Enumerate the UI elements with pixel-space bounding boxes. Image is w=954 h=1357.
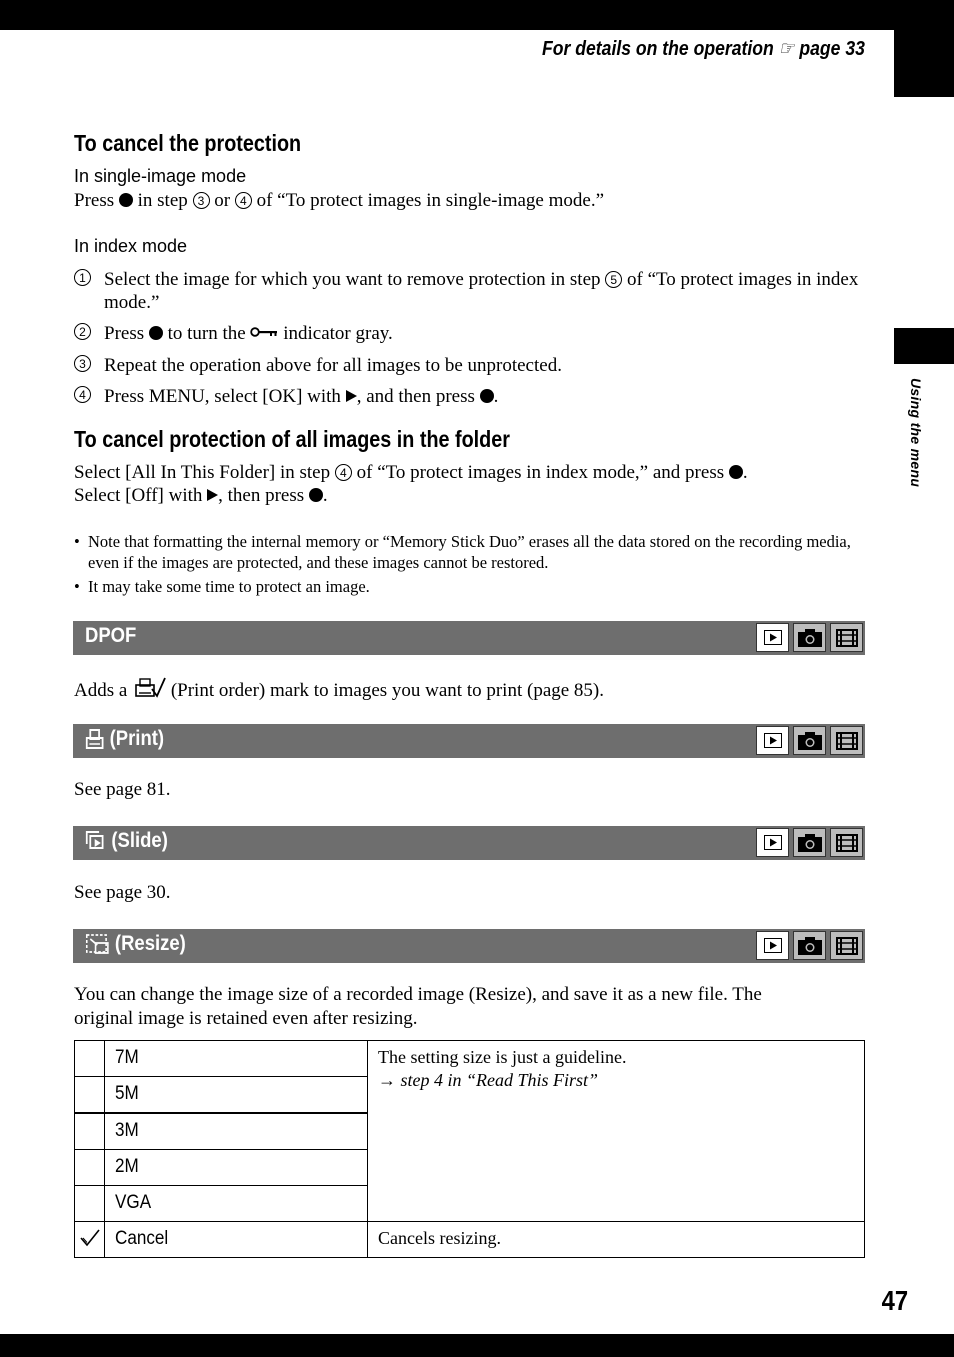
step-1: 1 Select the image for which you want to remove protection in step 5 of “To protect images in index mode.” <box>74 268 864 314</box>
corner-tab <box>894 30 954 97</box>
mode-icons <box>756 828 863 857</box>
slide-description: See page 30. <box>74 882 171 903</box>
step-number-icon: 4 <box>74 386 91 403</box>
section-tab-marker <box>894 328 954 364</box>
section-bar-print <box>73 724 865 758</box>
option-label: VGA <box>105 1186 368 1222</box>
section-bar-resize <box>73 929 865 963</box>
page-number: 47 <box>881 1285 908 1316</box>
option-description: The setting size is just a guideline. → step 4 in “Read This First” <box>368 1041 865 1222</box>
page-reference-icon: ☞ <box>778 38 795 60</box>
movie-mode-icon <box>830 828 863 857</box>
header-ref-page: page 33 <box>799 38 865 60</box>
resize-description-line-1: You can change the image size of a recorded image (Resize), and save it as a new file. The <box>74 984 762 1005</box>
default-checkmark-icon <box>79 1227 101 1247</box>
section-title: DPOF <box>85 624 137 647</box>
print-icon <box>85 728 104 750</box>
section-bar-slide <box>73 826 865 860</box>
mode-icons <box>756 931 863 960</box>
movie-mode-icon <box>830 726 863 755</box>
mode-icons <box>756 623 863 652</box>
bottom-black-bar <box>0 1334 954 1357</box>
step-3: 3 Repeat the operation above for all images to be unprotected. <box>74 354 864 377</box>
playback-mode-icon <box>756 726 789 755</box>
dpof-description: Adds a (Print order) mark to images you want to print (page 85). <box>74 676 604 702</box>
slide-show-icon <box>85 830 106 852</box>
arrow-right-icon: → <box>378 1070 396 1090</box>
top-black-bar <box>0 0 954 30</box>
center-button-icon <box>309 488 323 502</box>
camera-mode-icon <box>793 726 826 755</box>
side-tab-label: Using the menu <box>908 378 924 488</box>
right-arrow-icon <box>346 390 357 402</box>
playback-mode-icon <box>756 828 789 857</box>
step-number-icon: 5 <box>605 271 622 288</box>
center-button-icon <box>480 389 494 403</box>
protect-key-icon <box>250 327 278 337</box>
cancel-all-line-1: Select [All In This Folder] in step 4 of “To protect images in index mode,” and press . <box>74 462 748 483</box>
right-arrow-icon <box>207 489 218 501</box>
center-button-icon <box>119 193 133 207</box>
option-label: Cancel <box>105 1222 368 1258</box>
print-order-icon <box>132 676 166 700</box>
playback-mode-icon <box>756 623 789 652</box>
movie-mode-icon <box>830 623 863 652</box>
resize-options-table <box>74 1040 865 1258</box>
center-button-icon <box>729 465 743 479</box>
single-mode-text: Press in step 3 or 4 of “To protect images in single-image mode.” <box>74 190 605 211</box>
header-page-reference <box>542 36 865 61</box>
step-number-icon: 3 <box>193 192 210 209</box>
print-description: See page 81. <box>74 779 171 800</box>
single-mode-heading: In single-image mode <box>74 166 247 186</box>
section-title: (Slide) <box>111 829 168 852</box>
step-number-icon: 1 <box>74 269 91 286</box>
resize-icon <box>85 933 110 955</box>
table-row <box>75 1222 865 1258</box>
section-bar-dpof <box>73 621 865 655</box>
table-row <box>75 1041 865 1077</box>
option-label: 2M <box>105 1150 368 1186</box>
section-title: (Print) <box>109 727 165 750</box>
cancel-all-heading: To cancel protection of all images in the folder <box>74 426 510 452</box>
step-number-icon: 4 <box>235 192 252 209</box>
cancel-all-line-2: Select [Off] with , then press . <box>74 485 328 506</box>
option-label: 5M <box>105 1077 368 1114</box>
header-ref-text: For details on the operation <box>542 38 774 60</box>
movie-mode-icon <box>830 931 863 960</box>
note-item: • It may take some time to protect an image. <box>74 577 370 596</box>
option-label: 7M <box>105 1041 368 1077</box>
section-title: (Resize) <box>114 932 186 955</box>
camera-mode-icon <box>793 623 826 652</box>
camera-mode-icon <box>793 931 826 960</box>
index-mode-heading: In index mode <box>74 236 188 256</box>
bullet-icon: • <box>74 577 80 596</box>
step-4: 4 Press MENU, select [OK] with , and then press . <box>74 385 864 408</box>
bullet-icon: • <box>74 532 80 551</box>
reference-link: step 4 in “Read This First” <box>400 1070 599 1090</box>
step-number-icon: 2 <box>74 323 91 340</box>
cancel-protection-heading: To cancel the protection <box>74 130 302 156</box>
option-label: 3M <box>105 1113 368 1150</box>
step-number-icon: 4 <box>335 464 352 481</box>
step-2: 2 Press to turn the indicator gray. <box>74 322 864 345</box>
camera-mode-icon <box>793 828 826 857</box>
mode-icons <box>756 726 863 755</box>
playback-mode-icon <box>756 931 789 960</box>
note-item: • Note that formatting the internal memory or “Memory Stick Duo” erases all the data stored on the recording media, even if the images are protected, and these images cannot be restored. <box>74 532 851 572</box>
step-number-icon: 3 <box>74 355 91 372</box>
center-button-icon <box>149 326 163 340</box>
option-description: Cancels resizing. <box>368 1222 865 1258</box>
resize-description-line-2: original image is retained even after resizing. <box>74 1008 418 1029</box>
